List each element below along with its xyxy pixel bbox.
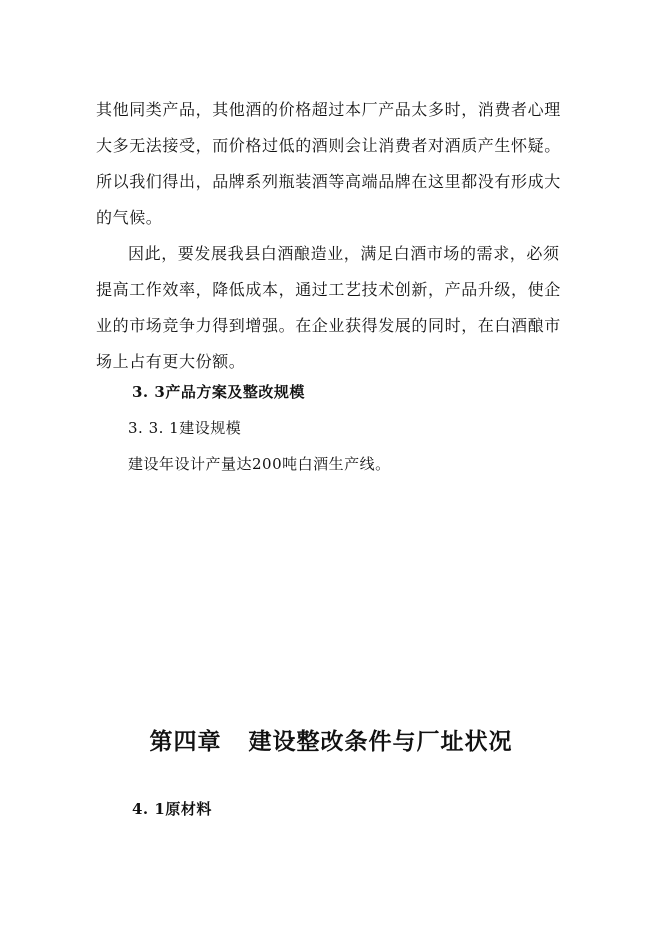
paragraph-line: 的气候。 xyxy=(96,208,163,227)
paragraph-line: 提高工作效率，降低成本，通过工艺技术创新，产品升级，使企 xyxy=(96,280,561,299)
paragraph-line: 场上占有更大份额。 xyxy=(96,352,246,371)
section-heading-3-3: 3. 3产品方案及整改规模 xyxy=(132,383,305,401)
section-heading-4-1: 4. 1原材料 xyxy=(132,800,212,818)
subsection-heading-3-3-1: 3. 3. 1建设规模 xyxy=(128,419,242,437)
paragraph-line: 其他同类产品，其他酒的价格超过本厂产品太多时，消费者心理 xyxy=(96,100,561,119)
paragraph-line: 大多无法接受，而价格过低的酒则会让消费者对酒质产生怀疑。 xyxy=(96,136,561,155)
chapter-title: 第四章 建设整改条件与厂址状况 xyxy=(149,728,513,755)
section-body-text: 建设年设计产量达200吨白酒生产线。 xyxy=(128,455,391,473)
paragraph-line: 所以我们得出，品牌系列瓶装酒等高端品牌在这里都没有形成大 xyxy=(96,172,561,191)
paragraph-line: 业的市场竞争力得到增强。在企业获得发展的同时，在白酒酿市 xyxy=(96,316,561,335)
paragraph-line: 因此，要发展我县白酒酿造业，满足白酒市场的需求，必须 xyxy=(128,244,560,263)
